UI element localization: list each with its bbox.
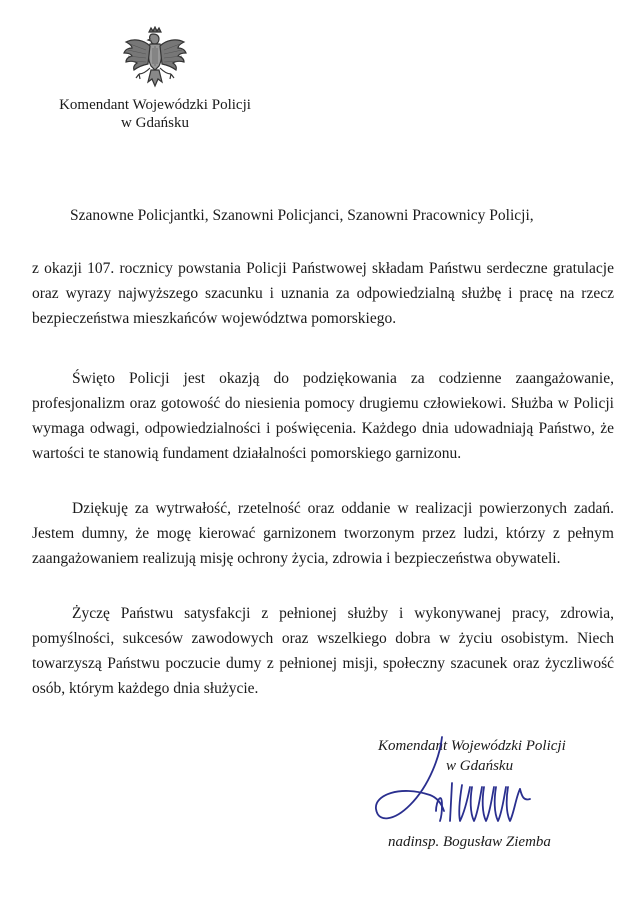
letterhead-location: w Gdańsku [121, 115, 189, 131]
paragraph-line: profesjonalizm oraz gotowość do niesienia pomocy drugiemu człowiekowi. Służba w Policji [32, 395, 614, 412]
paragraph-line: bezpieczeństwa mieszkańców województwa pomorskiego. [32, 310, 397, 327]
signatory-name: nadinsp. Bogusław Ziemba [388, 834, 551, 850]
paragraph-line: osób, którym każdego dnia służycie. [32, 680, 259, 697]
paragraph-line: Życzę Państwu satysfakcji z pełnionej służby i wykonywanej pracy, zdrowia, [72, 605, 614, 622]
paragraph-line: pomyślności, sukcesów zawodowych oraz wszelkiego dobra w życiu osobistym. Niech [32, 630, 614, 647]
paragraph-1 [32, 256, 614, 331]
paragraph-2 [32, 366, 614, 466]
paragraph-3 [32, 496, 614, 571]
paragraph-line: wymaga odwagi, odpowiedzialności i poświęcenia. Każdego dnia udowadniają Państwo, że [32, 420, 614, 437]
signature-block [370, 735, 630, 855]
paragraph-line: Święto Policji jest okazją do podziękowania za codzienne zaangażowanie, [72, 370, 614, 387]
paragraph-line: oraz wyrazy najwyższego szacunku i uznania za odpowiedzialną służbę i pracę na rzecz [32, 285, 614, 302]
eagle-emblem-icon [120, 26, 190, 92]
signature-title: Komendant Wojewódzki Policji [378, 738, 566, 754]
letterhead-title: Komendant Wojewódzki Policji [59, 97, 251, 113]
letterhead [0, 0, 320, 140]
paragraph-4 [32, 601, 614, 701]
salutation: Szanowne Policjantki, Szanowni Policjanci, Szanowni Pracownicy Policji, [70, 207, 534, 224]
paragraph-line: zaangażowaniem realizują misję ochrony życia, zdrowia i bezpieczeństwa obywateli. [32, 550, 561, 567]
paragraph-line: Dziękuję za wytrwałość, rzetelność oraz oddanie w realizacji powierzonych zadań. [72, 500, 614, 517]
signature-location: w Gdańsku [446, 758, 514, 774]
paragraph-line: Jestem dumny, że mogę kierować garnizonem tworzonym przez ludzi, którzy z pełnym [32, 525, 614, 542]
paragraph-line: z okazji 107. rocznicy powstania Policji Państwowej składam Państwu serdeczne gratulacje [32, 260, 614, 277]
paragraph-line: wartości te stanowią fundament działalności pomorskiego garnizonu. [32, 445, 462, 462]
handwritten-signature [370, 735, 630, 845]
paragraph-line: towarzyszą Państwu poczucie dumy z pełnionej misji, społeczny szacunek oraz życzliwość [32, 655, 614, 672]
